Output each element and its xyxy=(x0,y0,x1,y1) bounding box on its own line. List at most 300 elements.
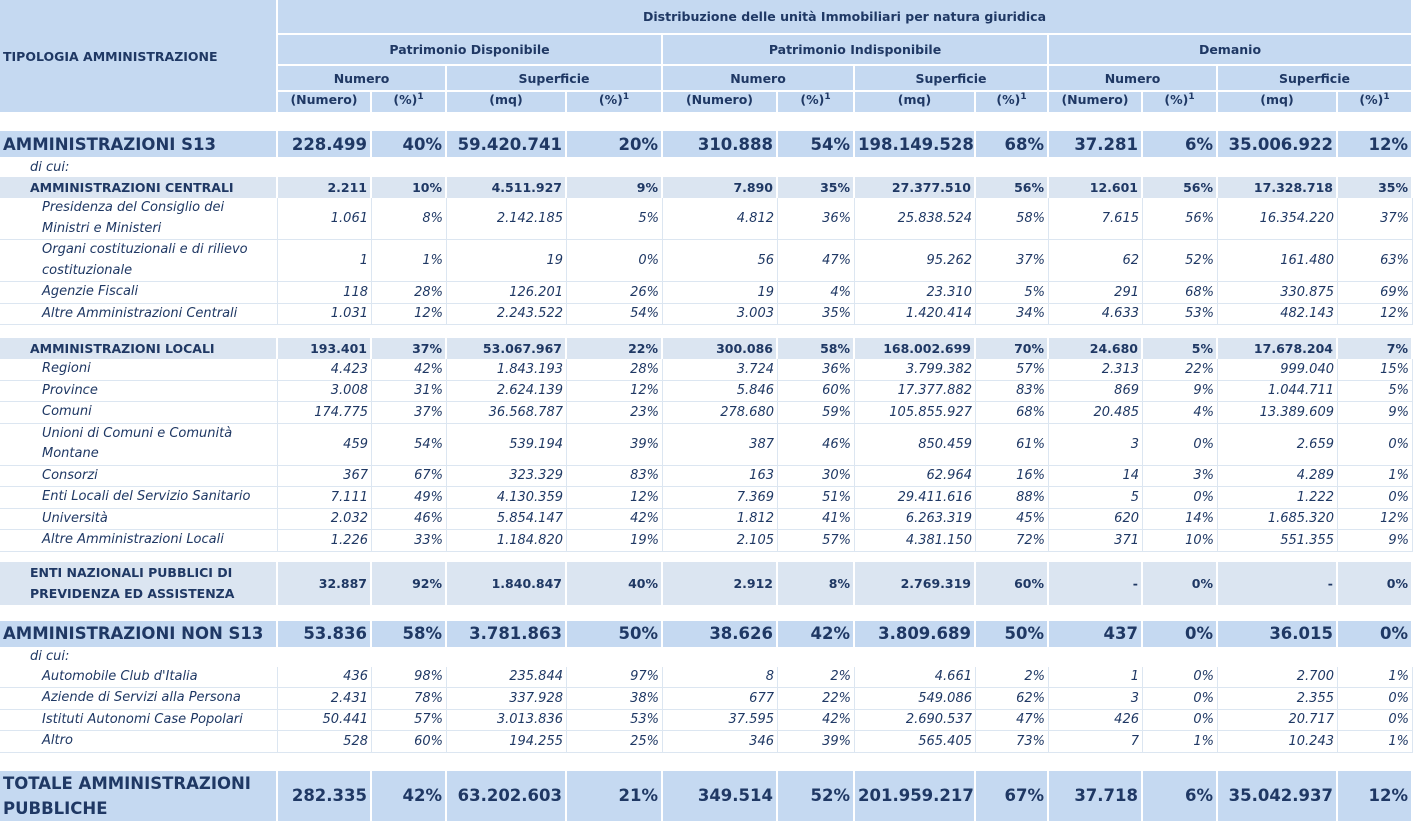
value-cell: 436 xyxy=(278,667,372,689)
value-cell: 1.420.414 xyxy=(855,304,976,326)
value-cell: 63.202.603 xyxy=(447,771,567,821)
value-cell: 850.459 xyxy=(855,424,976,466)
table-row xyxy=(0,530,1413,552)
empty-cell xyxy=(1218,647,1338,667)
table-row xyxy=(0,667,1413,689)
value-cell: 4.633 xyxy=(1049,304,1143,326)
percent-cell: 9% xyxy=(1143,381,1218,403)
value-cell: 126.201 xyxy=(447,282,567,304)
row-label: Altre Amministrazioni Locali xyxy=(0,530,278,552)
header-group-disponibile: Patrimonio Disponibile xyxy=(278,35,663,66)
value-cell: 2.243.522 xyxy=(447,304,567,326)
value-cell: 371 xyxy=(1049,530,1143,552)
table-row xyxy=(0,402,1413,424)
percent-cell: 56% xyxy=(976,177,1049,198)
empty-cell xyxy=(778,647,855,667)
percent-cell: 30% xyxy=(778,466,855,488)
value-cell: 2.105 xyxy=(663,530,778,552)
spacer-row xyxy=(0,552,1413,562)
percent-cell: 68% xyxy=(1143,282,1218,304)
percent-cell: 54% xyxy=(372,424,447,466)
unit-pct: (%)$^1$ xyxy=(1143,92,1218,114)
value-cell: 4.381.150 xyxy=(855,530,976,552)
value-cell: 174.775 xyxy=(278,402,372,424)
value-cell: 869 xyxy=(1049,381,1143,403)
percent-cell: 57% xyxy=(778,530,855,552)
header-group-indisponibile: Patrimonio Indisponibile xyxy=(663,35,1049,66)
value-cell: 4.511.927 xyxy=(447,177,567,198)
value-cell: 62.964 xyxy=(855,466,976,488)
percent-cell: 39% xyxy=(778,731,855,753)
percent-cell: 54% xyxy=(778,131,855,157)
value-cell: 3 xyxy=(1049,424,1143,466)
spacer-cell xyxy=(0,552,1413,562)
percent-cell: 56% xyxy=(1143,177,1218,198)
percent-cell: 70% xyxy=(976,338,1049,359)
value-cell: 16.354.220 xyxy=(1218,198,1338,240)
percent-cell: 0% xyxy=(1143,688,1218,710)
value-cell: 201.959.217 xyxy=(855,771,976,821)
spacer-row xyxy=(0,605,1413,621)
percent-cell: 60% xyxy=(778,381,855,403)
value-cell: 37.281 xyxy=(1049,131,1143,157)
percent-cell: 0% xyxy=(1143,667,1218,689)
row-label: Unioni di Comuni e Comunità Montane xyxy=(0,424,278,466)
value-cell: 7.615 xyxy=(1049,198,1143,240)
percent-cell: 57% xyxy=(976,359,1049,381)
spacer-row xyxy=(0,753,1413,771)
percent-cell: 9% xyxy=(1338,530,1413,552)
percent-cell: 15% xyxy=(1338,359,1413,381)
percent-cell: 20% xyxy=(567,131,663,157)
value-cell: 20.717 xyxy=(1218,710,1338,732)
percent-cell: 50% xyxy=(567,621,663,647)
percent-cell: 0% xyxy=(1338,688,1413,710)
percent-cell: 0% xyxy=(1338,621,1413,647)
percent-cell: 1% xyxy=(1338,731,1413,753)
value-cell: 7 xyxy=(1049,731,1143,753)
row-label: Organi costituzionali e di rilievo costituzionale xyxy=(0,240,278,282)
percent-cell: 47% xyxy=(778,240,855,282)
row-label: Altre Amministrazioni Centrali xyxy=(0,304,278,326)
percent-cell: 36% xyxy=(778,359,855,381)
spacer-row xyxy=(0,114,1413,131)
value-cell: 367 xyxy=(278,466,372,488)
percent-cell: 22% xyxy=(778,688,855,710)
percent-cell: 31% xyxy=(372,381,447,403)
value-cell: 310.888 xyxy=(663,131,778,157)
value-cell: 25.838.524 xyxy=(855,198,976,240)
percent-cell: 68% xyxy=(976,131,1049,157)
value-cell: 3.003 xyxy=(663,304,778,326)
header-numero: Numero xyxy=(663,66,855,92)
value-cell: 2.313 xyxy=(1049,359,1143,381)
table-row xyxy=(0,710,1413,732)
table-row xyxy=(0,509,1413,531)
spacer-cell xyxy=(0,325,1413,338)
value-cell: 62 xyxy=(1049,240,1143,282)
value-cell: 1.843.193 xyxy=(447,359,567,381)
unit-pct: (%)$^1$ xyxy=(372,92,447,114)
percent-cell: 22% xyxy=(567,338,663,359)
value-cell: 565.405 xyxy=(855,731,976,753)
percent-cell: 57% xyxy=(372,710,447,732)
value-cell: 19 xyxy=(663,282,778,304)
percent-cell: 6% xyxy=(1143,771,1218,821)
percent-cell: 59% xyxy=(778,402,855,424)
value-cell: 56 xyxy=(663,240,778,282)
value-cell: 4.130.359 xyxy=(447,487,567,509)
value-cell: 27.377.510 xyxy=(855,177,976,198)
value-cell: 8 xyxy=(663,667,778,689)
row-label: Altro xyxy=(0,731,278,753)
value-cell: 2.912 xyxy=(663,562,778,605)
value-cell: 3.809.689 xyxy=(855,621,976,647)
value-cell: 3.008 xyxy=(278,381,372,403)
value-cell: 5.846 xyxy=(663,381,778,403)
row-label: Regioni xyxy=(0,359,278,381)
percent-cell: 47% xyxy=(976,710,1049,732)
percent-cell: 1% xyxy=(1338,667,1413,689)
unit-pct: (%)$^1$ xyxy=(976,92,1049,114)
value-cell: 35.006.922 xyxy=(1218,131,1338,157)
percent-cell: 37% xyxy=(1338,198,1413,240)
value-cell: 5.854.147 xyxy=(447,509,567,531)
value-cell: 2.211 xyxy=(278,177,372,198)
empty-cell xyxy=(1143,647,1218,667)
percent-cell: 28% xyxy=(372,282,447,304)
di-cui-label: di cui: xyxy=(30,159,70,175)
value-cell: 1.226 xyxy=(278,530,372,552)
percent-cell: 54% xyxy=(567,304,663,326)
value-cell: 235.844 xyxy=(447,667,567,689)
value-cell: 1.222 xyxy=(1218,487,1338,509)
percent-cell: 98% xyxy=(372,667,447,689)
value-cell: 12.601 xyxy=(1049,177,1143,198)
unit-mq: (mq) xyxy=(447,92,567,114)
row-label: AMMINISTRAZIONI NON S13 xyxy=(0,621,278,647)
value-cell: 2.769.319 xyxy=(855,562,976,605)
row-label: AMMINISTRAZIONI S13 xyxy=(0,131,278,157)
percent-cell: 53% xyxy=(567,710,663,732)
percent-cell: 78% xyxy=(372,688,447,710)
value-cell: - xyxy=(1049,562,1143,605)
percent-cell: 12% xyxy=(1338,304,1413,326)
value-cell: 278.680 xyxy=(663,402,778,424)
percent-cell: 58% xyxy=(372,621,447,647)
empty-cell xyxy=(778,157,855,177)
percent-cell: 22% xyxy=(1143,359,1218,381)
value-cell: 4.423 xyxy=(278,359,372,381)
percent-cell: 5% xyxy=(567,198,663,240)
table-row xyxy=(0,731,1413,753)
value-cell: 1.031 xyxy=(278,304,372,326)
value-cell: 36.015 xyxy=(1218,621,1338,647)
percent-cell: 67% xyxy=(976,771,1049,821)
value-cell: 168.002.699 xyxy=(855,338,976,359)
value-cell: 7.890 xyxy=(663,177,778,198)
value-cell: 20.485 xyxy=(1049,402,1143,424)
value-cell: 528 xyxy=(278,731,372,753)
table-row xyxy=(0,282,1413,304)
value-cell: 14 xyxy=(1049,466,1143,488)
percent-cell: 52% xyxy=(778,771,855,821)
value-cell: 2.032 xyxy=(278,509,372,531)
percent-cell: 42% xyxy=(778,710,855,732)
value-cell: 38.626 xyxy=(663,621,778,647)
percent-cell: 0% xyxy=(1338,424,1413,466)
spacer-cell xyxy=(0,605,1413,621)
percent-cell: 4% xyxy=(1143,402,1218,424)
header-numero: Numero xyxy=(278,66,447,92)
percent-cell: 53% xyxy=(1143,304,1218,326)
percent-cell: 40% xyxy=(372,131,447,157)
spacer-row xyxy=(0,325,1413,338)
spacer-cell xyxy=(0,114,1413,131)
value-cell: 1 xyxy=(1049,667,1143,689)
value-cell: 37.595 xyxy=(663,710,778,732)
value-cell: 161.480 xyxy=(1218,240,1338,282)
percent-cell: 12% xyxy=(1338,509,1413,531)
table-row xyxy=(0,338,1413,359)
value-cell: 3.724 xyxy=(663,359,778,381)
value-cell: 95.262 xyxy=(855,240,976,282)
percent-cell: 0% xyxy=(1143,562,1218,605)
value-cell: 437 xyxy=(1049,621,1143,647)
table-row xyxy=(0,424,1413,466)
percent-cell: 0% xyxy=(1338,562,1413,605)
value-cell: 17.328.718 xyxy=(1218,177,1338,198)
percent-cell: 46% xyxy=(778,424,855,466)
value-cell: 3.013.836 xyxy=(447,710,567,732)
percent-cell: 0% xyxy=(1143,487,1218,509)
value-cell: 346 xyxy=(663,731,778,753)
percent-cell: 34% xyxy=(976,304,1049,326)
percent-cell: 10% xyxy=(372,177,447,198)
empty-cell xyxy=(1143,157,1218,177)
value-cell: 459 xyxy=(278,424,372,466)
value-cell: 2.659 xyxy=(1218,424,1338,466)
percent-cell: 1% xyxy=(1143,731,1218,753)
header-distribuzione: Distribuzione delle unità Immobiliari per natura giuridica xyxy=(278,0,1413,35)
percent-cell: 46% xyxy=(372,509,447,531)
empty-cell xyxy=(447,647,567,667)
value-cell: 2.690.537 xyxy=(855,710,976,732)
percent-cell: 12% xyxy=(1338,771,1413,821)
value-cell: 4.661 xyxy=(855,667,976,689)
value-cell: 999.040 xyxy=(1218,359,1338,381)
percent-cell: 0% xyxy=(1143,710,1218,732)
value-cell: 291 xyxy=(1049,282,1143,304)
value-cell: 482.143 xyxy=(1218,304,1338,326)
empty-cell xyxy=(567,647,663,667)
row-label: ENTI NAZIONALI PUBBLICI DI PREVIDENZA ED ASSISTENZA xyxy=(0,562,278,605)
percent-cell: 2% xyxy=(778,667,855,689)
header-superficie: Superficie xyxy=(447,66,663,92)
percent-cell: 35% xyxy=(1338,177,1413,198)
value-cell: 330.875 xyxy=(1218,282,1338,304)
value-cell: 3.781.863 xyxy=(447,621,567,647)
percent-cell: 5% xyxy=(1143,338,1218,359)
value-cell: 105.855.927 xyxy=(855,402,976,424)
value-cell: 620 xyxy=(1049,509,1143,531)
value-cell: 2.624.139 xyxy=(447,381,567,403)
row-label: Agenzie Fiscali xyxy=(0,282,278,304)
value-cell: 426 xyxy=(1049,710,1143,732)
percent-cell: 36% xyxy=(778,198,855,240)
value-cell: 59.420.741 xyxy=(447,131,567,157)
value-cell: 32.887 xyxy=(278,562,372,605)
value-cell: 337.928 xyxy=(447,688,567,710)
table-row xyxy=(0,198,1413,240)
value-cell: 13.389.609 xyxy=(1218,402,1338,424)
value-cell: 2.142.185 xyxy=(447,198,567,240)
table-row xyxy=(0,240,1413,282)
percent-cell: 6% xyxy=(1143,131,1218,157)
table-row xyxy=(0,466,1413,488)
percent-cell: 49% xyxy=(372,487,447,509)
percent-cell: 23% xyxy=(567,402,663,424)
unit-numero: (Numero) xyxy=(278,92,372,114)
value-cell: 300.086 xyxy=(663,338,778,359)
percent-cell: 69% xyxy=(1338,282,1413,304)
value-cell: 1.812 xyxy=(663,509,778,531)
percent-cell: 16% xyxy=(976,466,1049,488)
percent-cell: 28% xyxy=(567,359,663,381)
unit-mq: (mq) xyxy=(855,92,976,114)
percent-cell: 39% xyxy=(567,424,663,466)
value-cell: 1 xyxy=(278,240,372,282)
row-label: Enti Locali del Servizio Sanitario xyxy=(0,487,278,509)
value-cell: 29.411.616 xyxy=(855,487,976,509)
value-cell: 4.289 xyxy=(1218,466,1338,488)
table-row xyxy=(0,304,1413,326)
percent-cell: 12% xyxy=(1338,131,1413,157)
value-cell: 7.111 xyxy=(278,487,372,509)
percent-cell: 33% xyxy=(372,530,447,552)
percent-cell: 73% xyxy=(976,731,1049,753)
value-cell: 163 xyxy=(663,466,778,488)
percent-cell: 92% xyxy=(372,562,447,605)
value-cell: 23.310 xyxy=(855,282,976,304)
percent-cell: 51% xyxy=(778,487,855,509)
header-tipologia: TIPOLOGIA AMMINISTRAZIONE xyxy=(0,0,278,114)
unit-numero: (Numero) xyxy=(663,92,778,114)
value-cell: 6.263.319 xyxy=(855,509,976,531)
percent-cell: 42% xyxy=(372,359,447,381)
percent-cell: 10% xyxy=(1143,530,1218,552)
percent-cell: 38% xyxy=(567,688,663,710)
table-row xyxy=(0,381,1413,403)
percent-cell: 12% xyxy=(372,304,447,326)
value-cell: 24.680 xyxy=(1049,338,1143,359)
table-row xyxy=(0,688,1413,710)
percent-cell: 83% xyxy=(976,381,1049,403)
percent-cell: 61% xyxy=(976,424,1049,466)
table-row xyxy=(0,771,1413,821)
percent-cell: 26% xyxy=(567,282,663,304)
percent-cell: 12% xyxy=(567,487,663,509)
percent-cell: 5% xyxy=(1338,381,1413,403)
percent-cell: 21% xyxy=(567,771,663,821)
row-label: Comuni xyxy=(0,402,278,424)
table-row xyxy=(0,359,1413,381)
value-cell: 53.067.967 xyxy=(447,338,567,359)
di-cui-row xyxy=(0,157,1413,177)
percent-cell: 52% xyxy=(1143,240,1218,282)
unit-pct: (%)$^1$ xyxy=(778,92,855,114)
empty-cell xyxy=(447,157,567,177)
value-cell: 551.355 xyxy=(1218,530,1338,552)
value-cell: 3 xyxy=(1049,688,1143,710)
value-cell: 323.329 xyxy=(447,466,567,488)
value-cell: 194.255 xyxy=(447,731,567,753)
percent-cell: 19% xyxy=(567,530,663,552)
value-cell: 10.243 xyxy=(1218,731,1338,753)
value-cell: 1.685.320 xyxy=(1218,509,1338,531)
empty-cell xyxy=(976,647,1049,667)
value-cell: 228.499 xyxy=(278,131,372,157)
empty-cell xyxy=(372,157,447,177)
percent-cell: 50% xyxy=(976,621,1049,647)
row-label: Consorzi xyxy=(0,466,278,488)
value-cell: 37.718 xyxy=(1049,771,1143,821)
value-cell: 677 xyxy=(663,688,778,710)
empty-cell xyxy=(1049,647,1143,667)
percent-cell: 37% xyxy=(976,240,1049,282)
row-label: Università xyxy=(0,509,278,531)
empty-cell xyxy=(372,647,447,667)
percent-cell: 83% xyxy=(567,466,663,488)
percent-cell: 35% xyxy=(778,304,855,326)
header-group-demanio: Demanio xyxy=(1049,35,1413,66)
percent-cell: 1% xyxy=(1338,466,1413,488)
empty-cell xyxy=(855,647,976,667)
value-cell: 193.401 xyxy=(278,338,372,359)
value-cell: 19 xyxy=(447,240,567,282)
empty-cell xyxy=(976,157,1049,177)
value-cell: 4.812 xyxy=(663,198,778,240)
percent-cell: 0% xyxy=(1143,424,1218,466)
row-label: Presidenza del Consiglio dei Ministri e Ministeri xyxy=(0,198,278,240)
percent-cell: 3% xyxy=(1143,466,1218,488)
unit-mq: (mq) xyxy=(1218,92,1338,114)
value-cell: 387 xyxy=(663,424,778,466)
value-cell: 539.194 xyxy=(447,424,567,466)
value-cell: 7.369 xyxy=(663,487,778,509)
value-cell: 1.184.820 xyxy=(447,530,567,552)
value-cell: 1.044.711 xyxy=(1218,381,1338,403)
percent-cell: 58% xyxy=(976,198,1049,240)
percent-cell: 72% xyxy=(976,530,1049,552)
value-cell: 35.042.937 xyxy=(1218,771,1338,821)
value-cell: 2.355 xyxy=(1218,688,1338,710)
value-cell: 50.441 xyxy=(278,710,372,732)
row-label: AMMINISTRAZIONI LOCALI xyxy=(0,338,278,359)
value-cell: 17.678.204 xyxy=(1218,338,1338,359)
spacer-cell xyxy=(0,753,1413,771)
percent-cell: 42% xyxy=(567,509,663,531)
percent-cell: 8% xyxy=(778,562,855,605)
value-cell: 53.836 xyxy=(278,621,372,647)
row-label: Province xyxy=(0,381,278,403)
unit-pct: (%)$^1$ xyxy=(1338,92,1413,114)
percent-cell: 56% xyxy=(1143,198,1218,240)
value-cell: 2.431 xyxy=(278,688,372,710)
percent-cell: 68% xyxy=(976,402,1049,424)
row-label: Istituti Autonomi Case Popolari xyxy=(0,710,278,732)
percent-cell: 45% xyxy=(976,509,1049,531)
